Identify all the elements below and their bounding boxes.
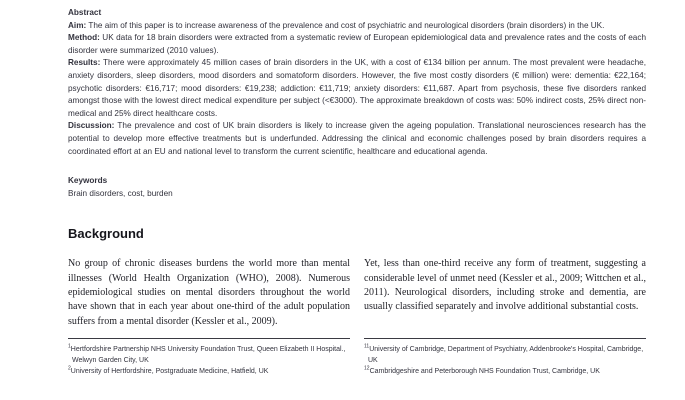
footnote-marker: 2 <box>68 365 71 372</box>
abstract-heading: Abstract <box>68 8 102 17</box>
footnote-affiliation-11 <box>364 344 646 366</box>
abstract-discussion-paragraph <box>68 120 646 158</box>
body-column-right <box>364 257 646 328</box>
aim-label: Aim: <box>68 20 87 30</box>
footnotes-left-column <box>68 338 350 377</box>
footnote-affiliation-2 <box>68 366 350 377</box>
footnote-text: University of Cambridge, Department of Psychiatry, Addenbrooke's Hospital, Cambridge, UK <box>368 345 644 364</box>
footnote-text: University of Hertfordshire, Postgraduate Medicine, Hatfield, UK <box>70 367 269 375</box>
footnote-marker: 11 <box>364 343 370 350</box>
results-text: There were approximately 45 million cases of brain disorders in the UK, with a cost of €134 billion per annum. The most prevalent were headache, anxiety disorders, sleep disorders, mood disorders and somatoform disorders. However, the five most costly disorders (€ million) were: dementia: €22,164; psychotic disorders: €16,717; mood disorders: €19,238; addiction: €11,719; anxiety disorders: €11,687. Apart from psychosis, these five disorders ranked amongst those with the lowest direct medical expenditure per subject (<€3000). The approximate breakdown of costs was: 50% indirect costs, 25% direct non-medical and 25% direct healthcare costs. <box>68 58 646 118</box>
footnote-text: Hertfordshire Partnership NHS University Foundation Trust, Queen Elizabeth II Hospital., Welwyn Garden City, UK <box>70 345 346 364</box>
keywords-text: Brain disorders, cost, burden <box>68 188 173 198</box>
discussion-text: The prevalence and cost of UK brain disorders is likely to increase given the ageing population. Translational neurosciences research has the potential to develop more effective treatments but is underfunded. Addressing the clinical and economic challenges posed by brain disorders requires a coordinated effort at an EU and national level to transform the current scientific, healthcare and educational agenda. <box>68 121 646 156</box>
keywords-heading: Keywords <box>68 176 108 186</box>
footnotes-section <box>68 338 646 377</box>
footnotes-right-column <box>364 338 646 377</box>
background-heading: Background <box>68 226 144 242</box>
abstract-aim-paragraph <box>68 20 646 33</box>
discussion-label: Discussion: <box>68 121 115 131</box>
footnote-marker: 1 <box>68 343 71 350</box>
footnote-affiliation-1 <box>68 344 350 366</box>
background-right-text: Yet, less than one-third receive any form of treatment, suggesting a considerable level of unmet need (Kessler et al., 2009; Wittchen et al., 2011). Neurological disorders, including stroke and dementia, are usually classified separately and involve additional substantial costs. <box>364 258 646 313</box>
abstract-method-paragraph <box>68 32 646 57</box>
abstract-results-paragraph <box>68 57 646 120</box>
body-column-left <box>68 257 350 328</box>
footnote-marker: 12 <box>364 365 370 372</box>
footnote-affiliation-12 <box>364 366 646 377</box>
background-left-text: No group of chronic diseases burdens the world more than mental illnesses (World Health Organization (WHO), 2008). Numerous epidemiological studies on mental disorders throughout the world have shown that in each year about one-third of the adult population suffers from a mental disorder (Kessler et al., 2009). <box>68 258 350 327</box>
abstract-section <box>68 7 646 158</box>
results-label: Results: <box>68 58 101 68</box>
method-text: UK data for 18 brain disorders were extracted from a systematic review of European epidemiological data and prevalence rates and the costs of each disorder were summarized (2010 values). <box>68 33 646 55</box>
method-label: Method: <box>68 33 100 43</box>
page-content <box>68 7 646 377</box>
background-body <box>68 257 646 328</box>
aim-text: The aim of this paper is to increase awareness of the prevalence and cost of psychiatric and neurological disorders (brain disorders) in the UK. <box>88 20 605 30</box>
footnote-text: Cambridgeshire and Peterborough NHS Foundation Trust, Cambridge, UK <box>369 367 600 375</box>
keywords-section <box>68 175 646 200</box>
